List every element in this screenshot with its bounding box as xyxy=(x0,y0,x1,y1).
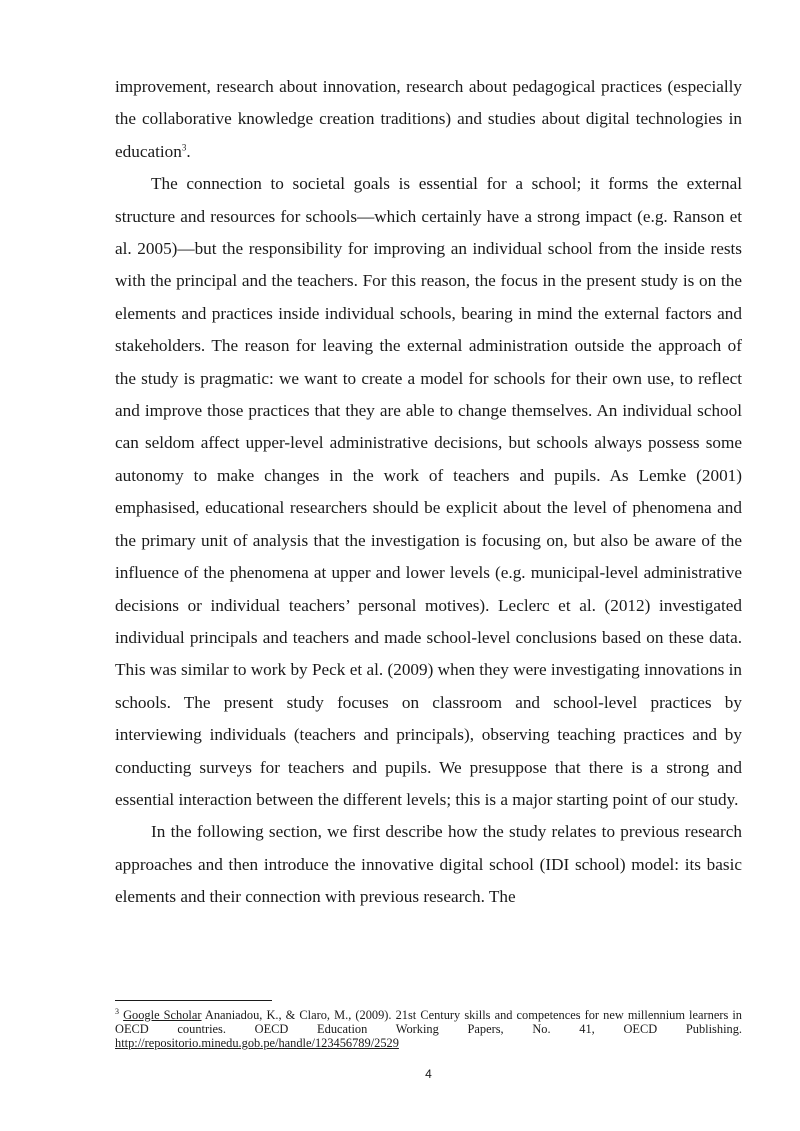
paragraph-1 xyxy=(115,71,742,168)
footnote-reference[interactable]: 3 xyxy=(181,142,187,153)
footnote-citation: Ananiadou, K., & Claro, M., (2009). 21st Century skills and competences for new millennium learners in OECD countries. OECD Education Working Papers, No. 41, OECD Publishing. xyxy=(115,1008,742,1036)
paragraph-1-end: . xyxy=(186,141,191,161)
paragraph-3: In the following section, we first describe how the study relates to previous research approaches and then introduce the innovative digital school (IDI school) model: its basic elements and their connection with previous research. The xyxy=(115,822,742,907)
footnote-separator xyxy=(115,1000,272,1001)
footnote-marker: 3 xyxy=(115,1006,119,1016)
footnote-url-link[interactable]: http://repositorio.minedu.gob.pe/handle/123456789/2529 xyxy=(115,1036,399,1050)
page-number: 4 xyxy=(425,1067,432,1081)
body-text xyxy=(115,71,742,914)
paragraph-2: The connection to societal goals is essential for a school; it forms the external structure and resources for schools—which certainly have a strong impact (e.g. Ranson et al. 2005)—but the responsibility for improving an individual school from the inside rests with the principal and the teachers. For this reason, the focus in the present study is on the elements and practices inside individual schools, bearing in mind the external factors and stakeholders. The reason for leaving the external administration outside the approach of the study is pragmatic: we want to create a model for schools for their own use, to reflect and improve those practices that they are able to change themselves. An individual school can seldom affect upper-level administrative decisions, but schools always possess some autonomy to make changes in the work of teachers and pupils. As Lemke (2001) emphasised, educational researchers should be explicit about the level of phenomena and the primary unit of analysis that the investigation is focusing on, but also be aware of the influence of the phenomena at upper and lower levels (e.g. municipal-level administrative decisions or individual teachers’ personal motives). Leclerc et al. (2012) investigated individual principals and teachers and made school-level conclusions based on these data. This was similar to work by Peck et al. (2009) when they were investigating innovations in schools. The present study focuses on classroom and school-level practices by interviewing individuals (teachers and principals), observing teaching practices and by conducting surveys for teachers and pupils. We presuppose that there is a strong and essential interaction between the different levels; this is a major starting point of our study. xyxy=(115,174,742,809)
paragraph-1-text: improvement, research about innovation, research about pedagogical practices (especially the collaborative knowledge creation traditions) and studies about digital technologies in education xyxy=(115,77,742,161)
footnote xyxy=(115,1008,742,1050)
google-scholar-link[interactable]: Google Scholar xyxy=(123,1008,202,1022)
